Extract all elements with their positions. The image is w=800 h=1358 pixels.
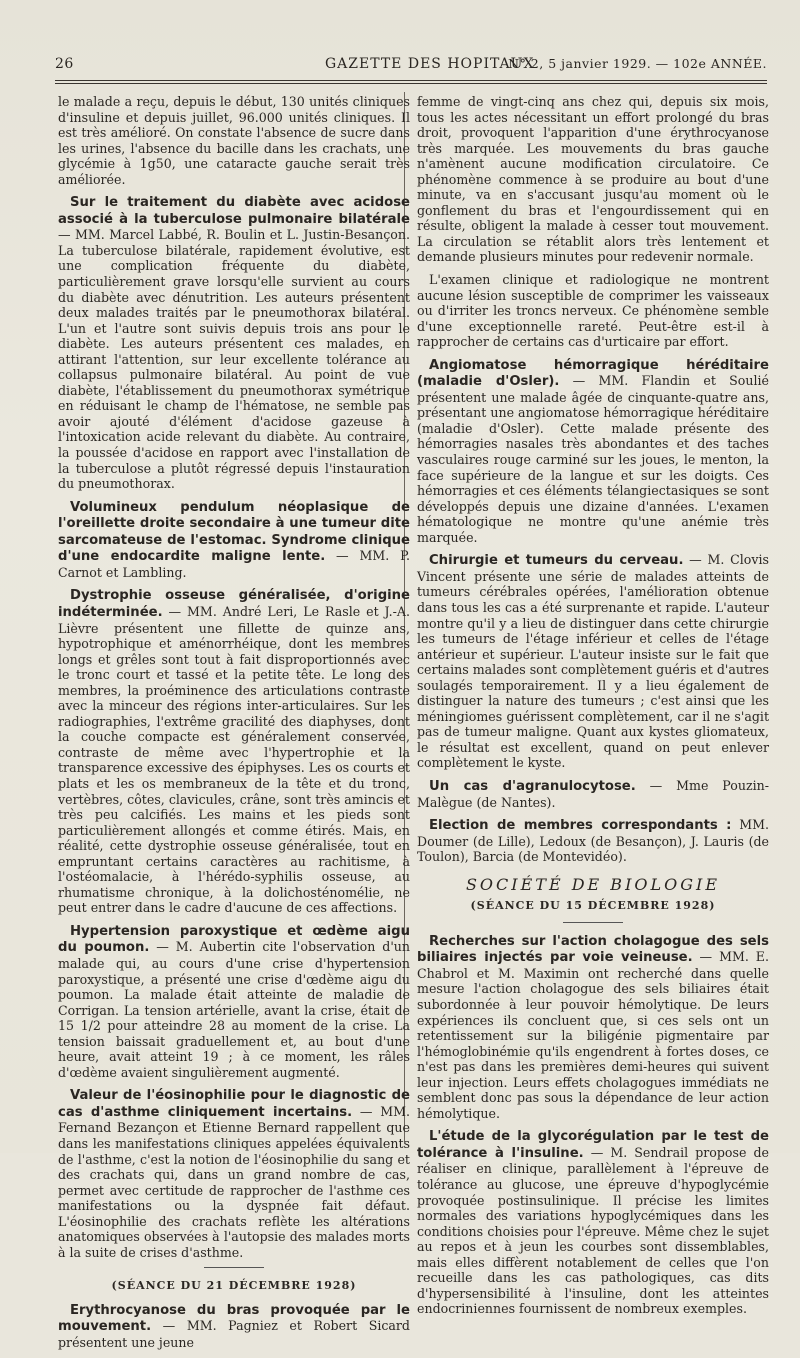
article-pouzin — [417, 778, 769, 810]
article-vincent — [417, 552, 769, 771]
article-body: ont recherché dans quelle mesure l'action cholagogue des sels biliaires était subordonnée à leur pouvoir hémolytique. De leurs expériences ils concluent que, si ces sels ont un retentissement sur la biligénie pigmentaire par l'hémoglobinémie qu'ils engendrent à fortes doses, ce n'est pas dans les premières demi-heures qui suivent leur injection. Leurs effets cholagogues immédiats ne semblent donc pas sous la dépendance de leur action hémolytique. — [417, 965, 769, 1121]
article-authors: — MM. E. Chabrol et M. Maximin — [417, 949, 769, 981]
section-rule — [204, 1267, 264, 1268]
article-authors: — Mme Pouzin-Malègue (de Nantes). — [417, 777, 769, 810]
article-title: Angiomatose hémorragique héréditaire (maladie d'Osler). — [417, 357, 769, 390]
article-pagniez — [58, 1302, 410, 1351]
article-bezancon — [58, 1087, 410, 1260]
article-title: Erythrocyanose du bras provoquée par le mouvement. — [58, 1302, 410, 1335]
society-title: SOCIÉTÉ DE BIOLOGIE — [465, 874, 721, 894]
article-authors: — MM. Pagniez et Robert Sicard — [151, 1318, 410, 1334]
article-title: Dystrophie osseuse généralisée, d'origine indéterminée. — [58, 588, 410, 620]
left-column — [58, 94, 410, 1358]
article-title: Chirurgie et tumeurs du cerveau. — [429, 553, 684, 569]
article-title: L'étude de la glycorégulation par le test de tolérance à l'insuline. — [417, 1129, 769, 1161]
article-body: propose de réaliser en clinique, parallèlement à l'épreuve de tolérance au glucose, une épreuve d'hypoglycémie provoquée postinsulinique. Il précise les limites normales des variations hypoglycémiques dans les conditions choisies pour l'épreuve. Même chez le sujet au repos et à jeun les courbes sont dissemblables, mais elles diffèrent notablement de celles que l'on recueille dans les cas pathologiques, cas dits d'hypersensibilité à l'insuline, dont les atteintes endocriniennes fournissent de nombreux exemples. — [417, 1144, 769, 1317]
article-labbe — [58, 194, 410, 491]
article-leri — [58, 587, 410, 915]
article-body: présentent une fillette de quinze ans, hypotrophique et aménorrhéique, dont les membres longs et grêles sont tout à fait disproportionnés avec le tronc court et tassé et la petite tête. Le long des membres, la proéminence des articulations contraste avec la minceur des régions inter-articulaires. Sur les radiographies, l'extrême gracilité des diaphyses, dont la couche compacte est généralement conservée, contraste de même avec l'hypertrophie et la transparence excessive des épiphyses. Les os courts et plats et les os membraneux de la tête et du tronc, vertèbres, côtes, clavicules, crâne, sont très amincis et très peu calcifiés. Les mains et les pieds sont particulièrement allongés et comme étirés. Mais, en réalité, cette dystrophie osseuse généralisée, tout en empruntant certains caractères au rachitisme, à l'ostéomalacie, à l'hérédo-syphilis osseuse, au rhumatisme chronique, à la dolichosténomélie, ne peut entrer dans le cadre d'aucune de ces affections. — [58, 620, 410, 916]
right-column — [417, 94, 769, 1324]
article-title: Un cas d'agranulocytose. — [429, 778, 636, 794]
header-rule — [55, 80, 767, 81]
session-date: (SÉANCE DU 15 DÉCEMBRE 1928) — [470, 899, 716, 913]
article-sendrail — [417, 1128, 769, 1317]
article-authors: — M. Clovis Vincent — [417, 552, 769, 584]
article-chabrol — [417, 933, 769, 1122]
article-body: présente une série de malades atteints de tumeurs cérébrales opérées, l'amélioration obtenue dans tous les cas a été surprenante et rapide. L'auteur montre qu'il y a lieu de distinguer dans cette chirurgie les tumeurs de l'étage inférieur et celles de l'étage antérieur et supérieur. L'auteur insiste sur le fait que certains malades sont complètement guéris et d'autres soulagés temporairement. Il y a lieu également de distinguer la nature des tumeurs ; c'est ainsi que les méningiomes guérissent complètement, car il ne s'agit pas de tumeur maligne. Quant aux kystes gliomateux, le résultat est excellent, quand on peut enlever complètement le kyste. — [417, 568, 769, 771]
article-authors: — MM. P. Carnot et Lambling. — [58, 548, 410, 580]
article-body: présentent une malade âgée de cinquante-quatre ans, présentant une angiomatose hémorragique héréditaire (maladie d'Osler). Cette malade présente des hémorragies nasales très abondantes et des taches vasculaires rouge carminé sur les joues, le menton, la face supérieure de la langue et sur les doigts. Ces hémorragies et ces éléments télangiectasiques se sont développés depuis une dizaine d'années. L'examen hématologique ne montre qu'une anémie très marquée. — [417, 389, 769, 545]
article-body: cite l'observation d'un malade qui, au cours d'une crise d'hypertension paroxystique, a présenté une crise d'œdème aigu du poumon. La malade était atteinte de maladie de Corrigan. La tension artérielle, avant la crise, était de 15 1/2 pour atteindre 28 au moment de la crise. La tension baissait graduellement et, au bout d'une heure, avait atteint 19 ; à ce moment, les râles d'œdème avaient singulièrement augmenté. — [58, 939, 410, 1080]
article-title: Sur le traitement du diabète avec acidose associé à la tuberculose pulmonaire bilatérale — [58, 195, 410, 227]
article-title: Hypertension paroxystique et œdème aigu du poumon. — [58, 923, 410, 956]
article-title: Election de membres correspondants : — [429, 818, 732, 834]
paragraph: femme de vingt-cinq ans chez qui, depuis six mois, tous les actes nécessitant un effort prolongé du bras droit, provoquent l'apparition d'une érythrocyanose très marquée. Les mouvements du bras gauche n'amènent aucune modification circulatoire. Ce phénomène commence à se produire au bout d'une minute, va en s'accusant jusqu'au moment où le gonflement du bras et l'engourdissement qui en résulte, obligent la malade à cesser tout mouvement. La circulation se rétablit alors très lentement et demande plusieurs minutes pour redevenir normale. — [417, 94, 769, 265]
article-title: Valeur de l'éosinophilie pour le diagnostic de cas d'asthme cliniquement incertains. — [58, 1088, 410, 1120]
article-title: Volumineux pendulum néoplasique de l'oreillette droite secondaire à une tumeur dite sarcomateuse de l'estomac. Syndrome clinique d'une endocardite maligne lente. — [58, 499, 410, 565]
article-authors: — M. Sendrail — [583, 1144, 689, 1160]
article-title: Recherches sur l'action cholagogue des sels biliaires injectés par voie veineuse. — [417, 933, 769, 966]
article-flandin — [417, 357, 769, 546]
journal-title: GAZETTE DES HOPITAUX — [325, 56, 535, 72]
article-election — [417, 817, 769, 865]
paragraph: L'examen clinique et radiologique ne montrent aucune lésion susceptible de comprimer les vaisseaux ou d'irriter les troncs nerveux. Ce phénomène semble d'une exceptionnelle rareté. Peut-être est-il à rapprocher de certains cas d'urticaire par effort. — [417, 272, 769, 350]
paragraph: le malade a reçu, depuis le début, 130 unités cliniques d'insuline et depuis juillet, 96.000 unités cliniques. Il est très amélioré. On constate l'absence de sucre dans les urines, l'absence du bacille dans les crachats, une glycémie à 1g50, une cataracte gauche serait très améliorée. — [58, 94, 410, 187]
article-authors: — MM. Marcel Labbé, R. Boulin et L. Justin-Besançon. — [58, 227, 410, 243]
article-body: rappellent que dans les manifestations cliniques appelées équivalents de l'asthme, c'est la notion de l'éosinophilie du sang et des crachats qui, dans un grand nombre de cas, permet avec certitude de rapprocher de l'asthme ces manifestations ou la dyspnée fait défaut. L'éosinophilie des crachats reflète les altérations anatomiques observées à l'autopsie des malades morts à la suite de crises d'asthme. — [58, 1120, 410, 1260]
article-aubertin — [58, 923, 410, 1080]
section-rule — [563, 922, 623, 923]
article-authors: — M. Aubertin — [149, 939, 256, 955]
article-carnot — [58, 499, 410, 581]
page-number: 26 — [55, 56, 74, 72]
article-body: La tuberculose bilatérale, rapidement évolutive, est une complication fréquente du diabète, particulièrement grave lorsqu'elle survient au cours du diabète avec dénutrition. Les auteurs présentent deux malades traités par le pneumothorax bilatéral. L'un et l'autre sont suivis depuis trois ans pour le diabète. Les auteurs présentent ces malades, en attirant l'attention, sur leur excellente tolérance au collapsus pulmonaire bilatéral. Au point de vue diabète, l'établissement du pneumothorax symétrique en réduisant le champ de l'hématose, ne semble pas avoir ajouté d'élément d'acidose gazeuse à l'intoxication acide relevant du diabète. Au contraire, la poussée d'acidose en rapport avec l'installation de la tuberculose a plutôt régressé depuis l'instauration du pneumothorax. — [58, 242, 410, 492]
page-header — [55, 56, 767, 78]
article-authors: — MM. André Leri, Le Rasle et J.-A. Lièvre — [58, 603, 410, 636]
article-authors: — MM. Flandin et Soulié — [559, 373, 769, 389]
header-rule-thin — [55, 83, 767, 84]
article-body: MM. Doumer (de Lille), Ledoux (de Besançon), J. Lauris (de Toulon), Barcia (de Montevidéo). — [417, 817, 770, 865]
session-date: (SÉANCE DU 21 DÉCEMBRE 1928) — [111, 1279, 357, 1293]
article-authors: — MM. Fernand Bezançon et Etienne Bernard — [58, 1103, 410, 1136]
article-body: présentent une jeune — [58, 1335, 194, 1351]
issue-info: N° 2, 5 janvier 1929. — 102e ANNÉE. — [508, 56, 767, 71]
